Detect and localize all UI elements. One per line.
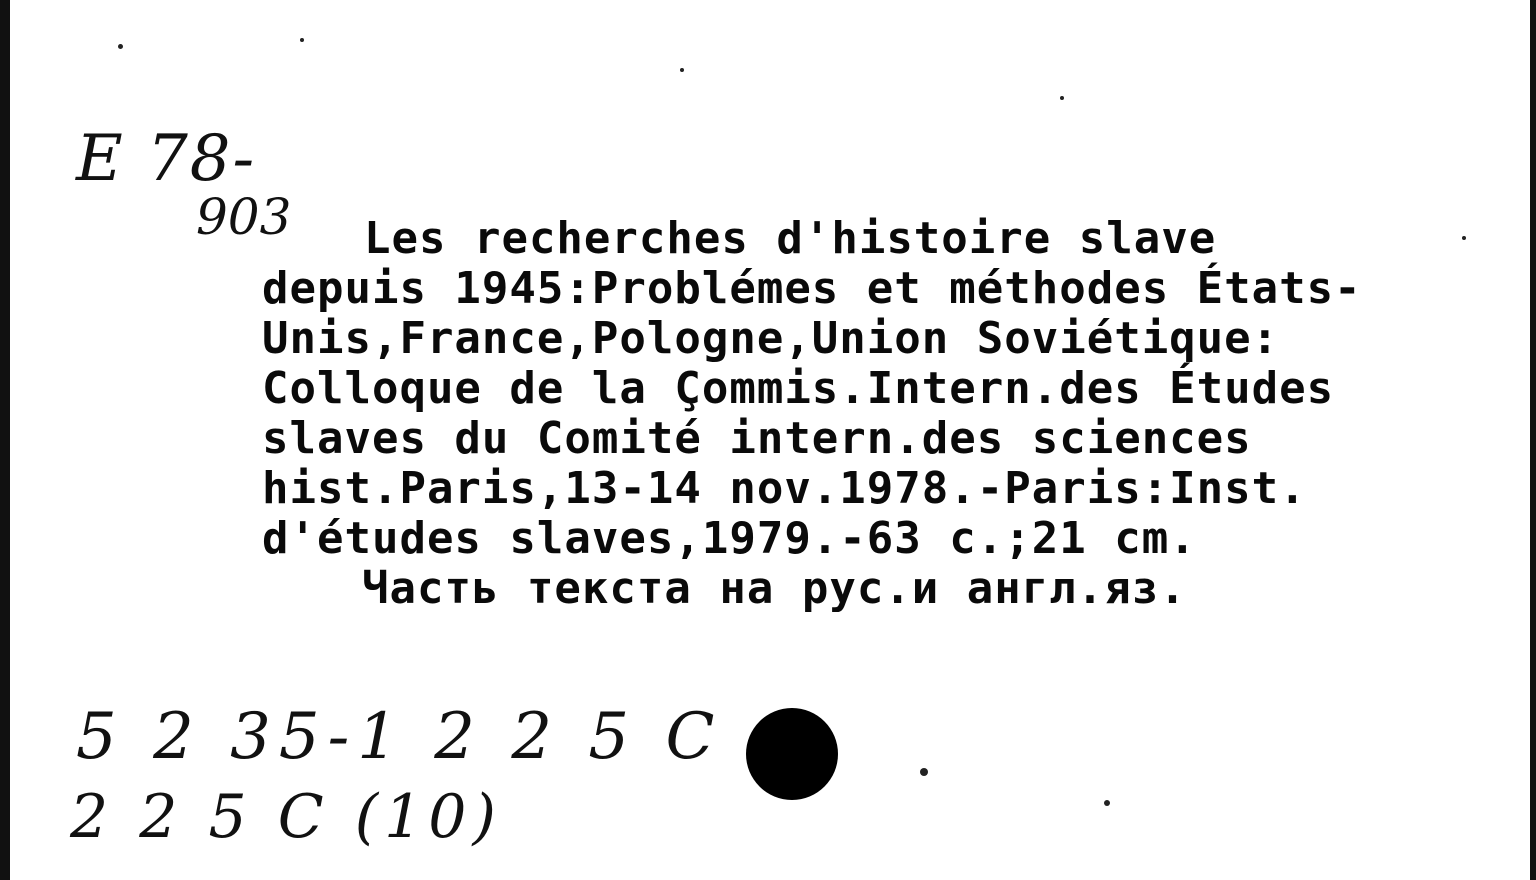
description-line-4: Colloque de la Çommis.Intern.des Études [262,363,1335,414]
card-right-border [1530,0,1536,880]
accession-number: 5 2 35-1 2 2 5 C [76,700,723,774]
card-left-border-lower [0,720,6,880]
ink-speck [1060,96,1064,100]
call-number-sub: 903 [196,188,292,246]
description-line-2: depuis 1945:Problémes et méthodes États- [262,263,1362,314]
accession-sub-number: 2 2 5 C (10) [70,782,502,852]
punch-hole [746,708,838,800]
description-line-3: Unis,France,Pologne,Union Soviétique: [262,313,1280,364]
description-line-7: d'études slaves,1979.-63 c.;21 cm. [262,513,1197,564]
ink-speck [118,44,123,49]
ink-speck [1104,800,1110,806]
call-number-main: E 78- [76,122,257,196]
ink-speck [920,768,928,776]
description-line-6: hist.Paris,13-14 nov.1978.-Paris:Inst. [262,463,1307,514]
ink-speck [1462,236,1466,240]
ink-speck [300,38,304,42]
description-line-5: slaves du Comité intern.des sciences [262,413,1252,464]
description-line-1: Les recherches d'histoire slave [364,213,1217,264]
description-line-8-note: Часть текста на рус.и англ.яз. [362,563,1187,614]
ink-speck [680,68,684,72]
